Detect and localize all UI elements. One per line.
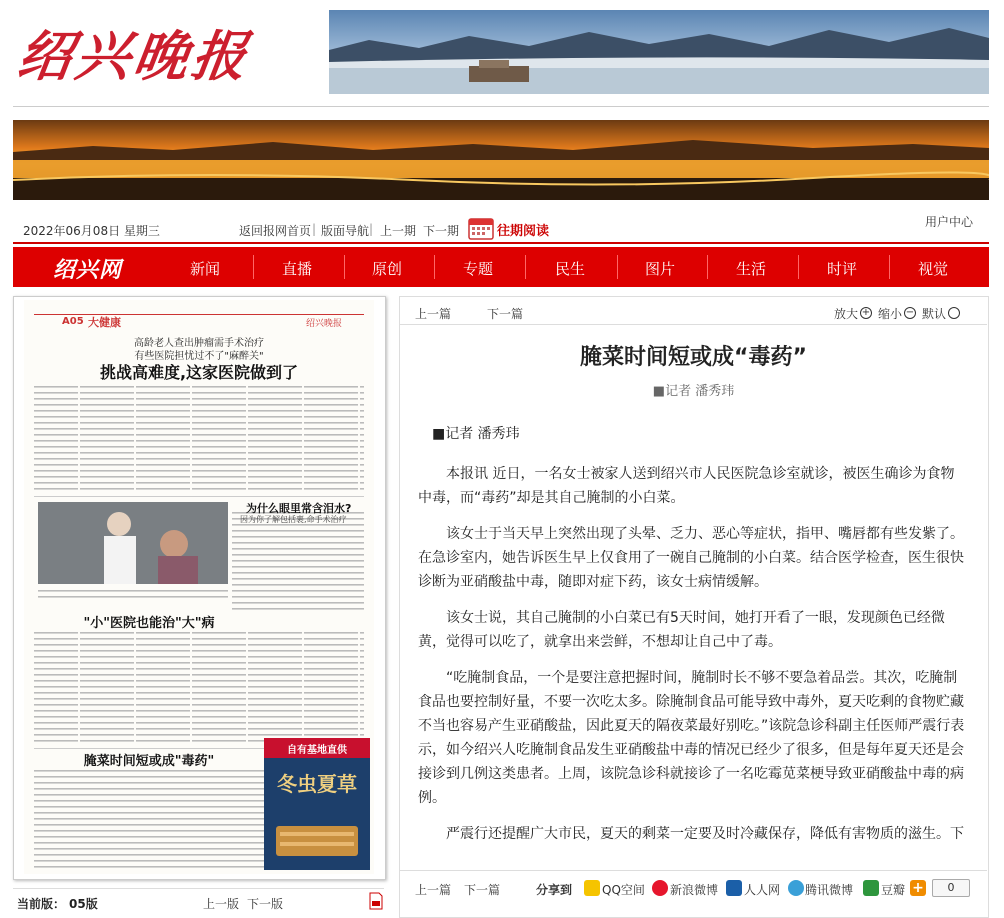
article-byline: ■记者 潘秀玮: [652, 384, 735, 399]
more-share-icon[interactable]: +: [910, 880, 926, 896]
page-nav-link[interactable]: 版面导航: [321, 224, 370, 238]
nav-divider: [889, 255, 890, 279]
zoom-out-label[interactable]: 缩小: [878, 307, 903, 321]
qzone-icon[interactable]: [584, 880, 600, 896]
bottom-next-article-link[interactable]: 下一篇: [464, 883, 501, 897]
share-renren[interactable]: 人人网: [744, 883, 781, 897]
paper-masthead: 绍兴晚报: [306, 319, 343, 329]
nav-item-vision[interactable]: 视觉: [918, 260, 949, 278]
share-label: 分享到: [536, 883, 573, 897]
nav-item-topics[interactable]: 专题: [463, 260, 494, 278]
nav-item-livelihood[interactable]: 民生: [555, 260, 586, 278]
nav-divider: [344, 255, 345, 279]
share-douban[interactable]: 豆瓣: [881, 883, 906, 897]
paper-headline-2-sub: 因为你了解包括裹,命手术治疗: [240, 515, 347, 524]
newspaper-page-image[interactable]: [24, 300, 374, 874]
article-paragraph: “吃腌制食品，一个是要注意把握时间，腌制时长不够不要急着品尝。其次，吃腌制食品也要控制好量，不要一次吃太多。除腌制食品可能导致中毒外，夏天吃剩的食物贮藏不当也容易产生亚硝酸盐，因此夏天的隔夜菜最好别吃。”该院急诊科副主任医师严震行表示，如今绍兴人吃腌制食品发生亚硝酸盐中毒的情况已经少了很多，但是每年夏天还是会接诊到几例这类患者。上周，该院急诊科就接诊了一名吃霉苋菜梗导致亚硝酸盐中毒的病例。: [418, 670, 965, 806]
nav-divider: [798, 255, 799, 279]
pdf-icon[interactable]: [369, 892, 383, 910]
article-footer-bar: [400, 870, 987, 907]
top-info-bar: [13, 212, 989, 244]
nav-item-commentary[interactable]: 时评: [827, 260, 858, 278]
logo-text: 绍兴晚报: [13, 24, 255, 88]
article-paragraph: 严震行还提醒广大市民，夏天的剩菜一定要及时冷藏保存，降低有害物质的滋生。下: [446, 826, 964, 842]
prev-page-link[interactable]: 上一版: [203, 897, 240, 911]
bottom-prev-article-link[interactable]: 上一篇: [415, 883, 452, 897]
renren-icon[interactable]: [726, 880, 742, 896]
article-body: [418, 422, 968, 856]
user-center-link[interactable]: 用户中心: [925, 215, 974, 229]
zoom-default-label[interactable]: 默认: [922, 307, 947, 321]
home-link[interactable]: 返回报网首页: [239, 224, 312, 238]
header-banner-sunset: [13, 120, 989, 200]
nav-divider: [525, 255, 526, 279]
share-qzone[interactable]: QQ空间: [602, 883, 645, 897]
article-toolbar: [400, 298, 987, 325]
nav-item-pictures[interactable]: 图片: [645, 260, 676, 278]
header-banner-lake: [329, 10, 989, 94]
nav-divider: [253, 255, 254, 279]
nav-item-news[interactable]: 新闻: [190, 260, 221, 278]
main-nav: [13, 247, 989, 287]
share-weibo[interactable]: 新浪微博: [670, 883, 719, 897]
douban-icon[interactable]: [863, 880, 879, 896]
nav-divider: [617, 255, 618, 279]
paper-page-label: A05: [62, 316, 84, 327]
link-separator: |: [369, 222, 374, 236]
paper-column: 大健康: [88, 316, 121, 329]
link-separator: |: [312, 222, 317, 236]
tencent-weibo-icon[interactable]: [788, 880, 804, 896]
paper-headline-2: 为什么眼里常含泪水?: [246, 502, 352, 515]
next-issue-link[interactable]: 下一期: [423, 224, 460, 238]
header-divider: [13, 106, 989, 107]
paper-kicker: 高龄老人查出肿瘤需手术治疗: [134, 338, 264, 349]
article-paragraph: 该女士于当天早上突然出现了头晕、乏力、恶心等症状，指甲、嘴唇都有些发紫了。在急诊室内，她告诉医生早上仅食用了一碗自己腌制的小白菜。结合医学检查，医生很快诊断为亚硝酸盐中毒，随即对症下药，该女士病情缓解。: [418, 526, 964, 590]
zoom-out-icon[interactable]: −: [905, 307, 915, 318]
zoom-in-icon[interactable]: +: [861, 307, 871, 318]
article-paragraph: 本报讯 近日，一名女士被家人送到绍兴市人民医院急诊室就诊，被医生确诊为食物中毒，而“毒药”却是其自己腌制的小白菜。: [418, 466, 955, 506]
prev-issue-link[interactable]: 上一期: [380, 224, 417, 238]
prev-article-link[interactable]: 上一篇: [415, 307, 452, 321]
nav-item-life[interactable]: 生活: [736, 260, 767, 278]
current-page-value: 05版: [69, 897, 98, 911]
article-paragraph: 该女士说，其自己腌制的小白菜已有5天时间，她打开看了一眼，发现颜色已经微黄，觉得可以吃了，就拿出来尝鲜，不想却让自己中了毒。: [418, 610, 945, 650]
past-reading-link[interactable]: 往期阅读: [497, 224, 550, 239]
share-count: 0: [932, 879, 970, 897]
zoom-default-icon[interactable]: [948, 307, 960, 319]
nav-divider: [707, 255, 708, 279]
paper-headline-3: "小"医院也能治"大"病: [83, 616, 215, 631]
paper-headline-1: 挑战高难度,这家医院做到了: [99, 363, 299, 382]
share-tencent-weibo[interactable]: 腾讯微博: [805, 883, 854, 897]
nav-item-live[interactable]: 直播: [282, 260, 313, 278]
page-pager: [13, 888, 384, 915]
site-logo[interactable]: [13, 20, 308, 92]
nav-brand[interactable]: 绍兴网: [53, 257, 123, 283]
paper-ad-top: 自有基地直供: [287, 745, 347, 756]
nav-item-original[interactable]: 原创: [372, 260, 403, 278]
calendar-icon[interactable]: [468, 216, 494, 240]
current-date: 2022年06月08日 星期三: [23, 224, 160, 238]
article-title: 腌菜时间短或成“毒药”: [580, 345, 807, 370]
next-page-link[interactable]: 下一版: [247, 897, 284, 911]
next-article-link[interactable]: 下一篇: [487, 307, 524, 321]
nav-divider: [434, 255, 435, 279]
zoom-in-label[interactable]: 放大: [834, 307, 859, 321]
paper-headline-4: 腌菜时间短或成"毒药": [83, 754, 215, 769]
paper-ad-text: 冬虫夏草: [277, 772, 357, 796]
article-paragraph: ■记者 潘秀玮: [432, 426, 520, 442]
paper-kicker-2: 有些医院担忧过不了"麻醉关": [134, 351, 264, 362]
current-page-label: 当前版：: [17, 897, 66, 911]
weibo-icon[interactable]: [652, 880, 668, 896]
